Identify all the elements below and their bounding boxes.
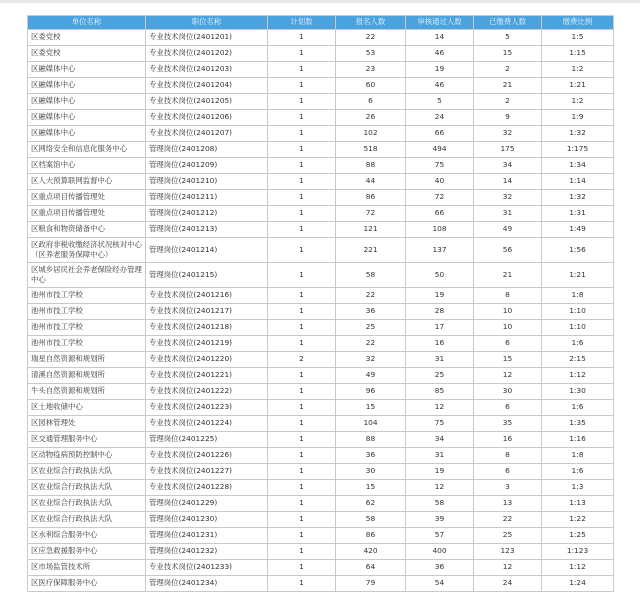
- paid-count-cell: 2: [474, 94, 542, 110]
- department-cell: 区档案馆中心: [28, 158, 146, 174]
- header-plan: 计划数: [268, 16, 336, 30]
- department-cell: 池州市技工学校: [28, 304, 146, 320]
- paid-count-cell: 8: [474, 448, 542, 464]
- applicant-count-cell: 58: [336, 512, 406, 528]
- approved-count-cell: 75: [406, 158, 474, 174]
- approved-count-cell: 12: [406, 400, 474, 416]
- position-cell: 管理岗位(2401232): [146, 544, 268, 560]
- approved-count-cell: 28: [406, 304, 474, 320]
- plan-count-cell: 1: [268, 512, 336, 528]
- ratio-cell: 1:2: [542, 62, 614, 78]
- applicant-count-cell: 60: [336, 78, 406, 94]
- paid-count-cell: 21: [474, 263, 542, 288]
- applicant-count-cell: 6: [336, 94, 406, 110]
- header-position: 职位名称: [146, 16, 268, 30]
- department-cell: 区农业综合行政执法大队: [28, 512, 146, 528]
- department-cell: 区融媒体中心: [28, 62, 146, 78]
- table-row: [28, 158, 614, 174]
- ratio-cell: 1:21: [542, 78, 614, 94]
- department-cell: 区园林管理处: [28, 416, 146, 432]
- applicant-count-cell: 221: [336, 238, 406, 263]
- paid-count-cell: 8: [474, 288, 542, 304]
- plan-count-cell: 1: [268, 110, 336, 126]
- applicant-count-cell: 518: [336, 142, 406, 158]
- department-cell: 区政府非税收缴经济状况核对中心（区养老服务保障中心）: [28, 238, 146, 263]
- table-row: [28, 512, 614, 528]
- paid-count-cell: 15: [474, 352, 542, 368]
- table-row: [28, 222, 614, 238]
- department-cell: 池州市技工学校: [28, 336, 146, 352]
- position-cell: 管理岗位(2401209): [146, 158, 268, 174]
- paid-count-cell: 30: [474, 384, 542, 400]
- applicant-count-cell: 53: [336, 46, 406, 62]
- table-row: [28, 352, 614, 368]
- approved-count-cell: 19: [406, 464, 474, 480]
- plan-count-cell: 1: [268, 190, 336, 206]
- applicant-count-cell: 22: [336, 30, 406, 46]
- ratio-cell: 1:8: [542, 288, 614, 304]
- department-cell: 区重点项目传播管理处: [28, 206, 146, 222]
- department-cell: 区应急救援服务中心: [28, 544, 146, 560]
- position-cell: 管理岗位(2401211): [146, 190, 268, 206]
- table-row: [28, 288, 614, 304]
- plan-count-cell: 1: [268, 158, 336, 174]
- plan-count-cell: 1: [268, 480, 336, 496]
- plan-count-cell: 1: [268, 238, 336, 263]
- table-row: [28, 142, 614, 158]
- plan-count-cell: 1: [268, 464, 336, 480]
- paid-count-cell: 13: [474, 496, 542, 512]
- table-row: [28, 384, 614, 400]
- position-cell: 专业技术岗位(2401216): [146, 288, 268, 304]
- position-cell: 管理岗位(2401210): [146, 174, 268, 190]
- plan-count-cell: 1: [268, 142, 336, 158]
- paid-count-cell: 12: [474, 560, 542, 576]
- paid-count-cell: 22: [474, 512, 542, 528]
- table-row: [28, 544, 614, 560]
- table-row: [28, 560, 614, 576]
- ratio-cell: 1:6: [542, 464, 614, 480]
- position-cell: 专业技术岗位(2401221): [146, 368, 268, 384]
- department-cell: 区农业综合行政执法大队: [28, 464, 146, 480]
- approved-count-cell: 85: [406, 384, 474, 400]
- table-header-row: [28, 16, 614, 30]
- paid-count-cell: 21: [474, 78, 542, 94]
- ratio-cell: 1:10: [542, 320, 614, 336]
- table-row: [28, 94, 614, 110]
- ratio-cell: 1:15: [542, 46, 614, 62]
- applicant-count-cell: 22: [336, 336, 406, 352]
- paid-count-cell: 123: [474, 544, 542, 560]
- plan-count-cell: 1: [268, 304, 336, 320]
- position-cell: 专业技术岗位(2401205): [146, 94, 268, 110]
- applicant-count-cell: 420: [336, 544, 406, 560]
- applicant-count-cell: 102: [336, 126, 406, 142]
- paid-count-cell: 56: [474, 238, 542, 263]
- applicant-count-cell: 62: [336, 496, 406, 512]
- table-row: [28, 576, 614, 592]
- ratio-cell: 1:6: [542, 336, 614, 352]
- paid-count-cell: 12: [474, 368, 542, 384]
- position-cell: 管理岗位(2401231): [146, 528, 268, 544]
- applicant-count-cell: 26: [336, 110, 406, 126]
- ratio-cell: 1:3: [542, 480, 614, 496]
- position-cell: 管理岗位(2401212): [146, 206, 268, 222]
- paid-count-cell: 16: [474, 432, 542, 448]
- table-row: [28, 480, 614, 496]
- position-cell: 专业技术岗位(2401224): [146, 416, 268, 432]
- plan-count-cell: 1: [268, 30, 336, 46]
- paid-count-cell: 10: [474, 320, 542, 336]
- department-cell: 区动物疫病预防控制中心: [28, 448, 146, 464]
- paid-count-cell: 32: [474, 126, 542, 142]
- position-cell: 专业技术岗位(2401227): [146, 464, 268, 480]
- position-cell: 管理岗位(2401225): [146, 432, 268, 448]
- ratio-cell: 1:49: [542, 222, 614, 238]
- ratio-cell: 1:34: [542, 158, 614, 174]
- department-cell: 区市场监管技术所: [28, 560, 146, 576]
- table-row: [28, 368, 614, 384]
- plan-count-cell: 1: [268, 528, 336, 544]
- ratio-cell: 1:25: [542, 528, 614, 544]
- ratio-cell: 1:56: [542, 238, 614, 263]
- ratio-cell: 1:35: [542, 416, 614, 432]
- table-row: [28, 263, 614, 288]
- position-cell: 专业技术岗位(2401223): [146, 400, 268, 416]
- applicant-count-cell: 32: [336, 352, 406, 368]
- position-cell: 专业技术岗位(2401233): [146, 560, 268, 576]
- applicant-count-cell: 72: [336, 206, 406, 222]
- paid-count-cell: 14: [474, 174, 542, 190]
- plan-count-cell: 1: [268, 46, 336, 62]
- applicant-count-cell: 30: [336, 464, 406, 480]
- applicant-count-cell: 15: [336, 400, 406, 416]
- ratio-cell: 1:31: [542, 206, 614, 222]
- plan-count-cell: 1: [268, 62, 336, 78]
- paid-count-cell: 175: [474, 142, 542, 158]
- approved-count-cell: 137: [406, 238, 474, 263]
- paid-count-cell: 6: [474, 464, 542, 480]
- department-cell: 区融媒体中心: [28, 78, 146, 94]
- ratio-cell: 1:32: [542, 126, 614, 142]
- ratio-cell: 1:12: [542, 560, 614, 576]
- applicant-count-cell: 15: [336, 480, 406, 496]
- plan-count-cell: 1: [268, 174, 336, 190]
- approved-count-cell: 31: [406, 352, 474, 368]
- paid-count-cell: 34: [474, 158, 542, 174]
- table-row: [28, 528, 614, 544]
- ratio-cell: 1:6: [542, 400, 614, 416]
- department-cell: 区融媒体中心: [28, 126, 146, 142]
- paid-count-cell: 10: [474, 304, 542, 320]
- approved-count-cell: 31: [406, 448, 474, 464]
- position-cell: 管理岗位(2401214): [146, 238, 268, 263]
- applicant-count-cell: 22: [336, 288, 406, 304]
- table-row: [28, 448, 614, 464]
- header-applicants: 报名人数: [336, 16, 406, 30]
- paid-count-cell: 5: [474, 30, 542, 46]
- paid-count-cell: 6: [474, 336, 542, 352]
- table-row: [28, 416, 614, 432]
- applicant-count-cell: 104: [336, 416, 406, 432]
- applicant-count-cell: 49: [336, 368, 406, 384]
- table-row: [28, 464, 614, 480]
- position-cell: 管理岗位(2401213): [146, 222, 268, 238]
- approved-count-cell: 75: [406, 416, 474, 432]
- paid-count-cell: 32: [474, 190, 542, 206]
- plan-count-cell: 1: [268, 416, 336, 432]
- plan-count-cell: 1: [268, 222, 336, 238]
- plan-count-cell: 1: [268, 544, 336, 560]
- approved-count-cell: 19: [406, 288, 474, 304]
- approved-count-cell: 54: [406, 576, 474, 592]
- ratio-cell: 1:12: [542, 368, 614, 384]
- table-row: [28, 46, 614, 62]
- position-cell: 专业技术岗位(2401228): [146, 480, 268, 496]
- ratio-cell: 1:10: [542, 304, 614, 320]
- plan-count-cell: 1: [268, 206, 336, 222]
- department-cell: 池州市技工学校: [28, 288, 146, 304]
- table-row: [28, 496, 614, 512]
- header-approved: 审核通过人数: [406, 16, 474, 30]
- position-cell: 专业技术岗位(2401226): [146, 448, 268, 464]
- department-cell: 区融媒体中心: [28, 94, 146, 110]
- approved-count-cell: 66: [406, 206, 474, 222]
- applicant-count-cell: 86: [336, 528, 406, 544]
- paid-count-cell: 2: [474, 62, 542, 78]
- department-cell: 区人大预算联网监督中心: [28, 174, 146, 190]
- plan-count-cell: 1: [268, 126, 336, 142]
- department-cell: 瑞星自然资源和规划所: [28, 352, 146, 368]
- applicant-count-cell: 88: [336, 158, 406, 174]
- approved-count-cell: 50: [406, 263, 474, 288]
- department-cell: 区委党校: [28, 30, 146, 46]
- applicant-count-cell: 25: [336, 320, 406, 336]
- applicant-count-cell: 79: [336, 576, 406, 592]
- approved-count-cell: 17: [406, 320, 474, 336]
- department-cell: 区医疗保障服务中心: [28, 576, 146, 592]
- department-cell: 区网络安全和信息化服务中心: [28, 142, 146, 158]
- department-cell: 区融媒体中心: [28, 110, 146, 126]
- applicant-count-cell: 36: [336, 448, 406, 464]
- table-row: [28, 30, 614, 46]
- approved-count-cell: 72: [406, 190, 474, 206]
- plan-count-cell: 1: [268, 288, 336, 304]
- approved-count-cell: 12: [406, 480, 474, 496]
- plan-count-cell: 1: [268, 400, 336, 416]
- plan-count-cell: 1: [268, 496, 336, 512]
- position-cell: 专业技术岗位(2401220): [146, 352, 268, 368]
- approved-count-cell: 108: [406, 222, 474, 238]
- department-cell: 牛头自然资源和规划所: [28, 384, 146, 400]
- plan-count-cell: 2: [268, 352, 336, 368]
- applicant-count-cell: 44: [336, 174, 406, 190]
- table-row: [28, 126, 614, 142]
- table-body: [28, 30, 614, 592]
- approved-count-cell: 25: [406, 368, 474, 384]
- approved-count-cell: 46: [406, 46, 474, 62]
- approved-count-cell: 494: [406, 142, 474, 158]
- department-cell: 池州市技工学校: [28, 320, 146, 336]
- applicant-count-cell: 96: [336, 384, 406, 400]
- position-cell: 专业技术岗位(2401201): [146, 30, 268, 46]
- department-cell: 区农业综合行政执法大队: [28, 496, 146, 512]
- ratio-cell: 1:5: [542, 30, 614, 46]
- plan-count-cell: 1: [268, 368, 336, 384]
- applicant-count-cell: 86: [336, 190, 406, 206]
- department-cell: 区农业综合行政执法大队: [28, 480, 146, 496]
- applicant-count-cell: 58: [336, 263, 406, 288]
- approved-count-cell: 66: [406, 126, 474, 142]
- ratio-cell: 1:30: [542, 384, 614, 400]
- ratio-cell: 1:175: [542, 142, 614, 158]
- table-row: [28, 304, 614, 320]
- position-cell: 管理岗位(2401208): [146, 142, 268, 158]
- position-cell: 管理岗位(2401230): [146, 512, 268, 528]
- approved-count-cell: 46: [406, 78, 474, 94]
- approved-count-cell: 16: [406, 336, 474, 352]
- table-row: [28, 336, 614, 352]
- paid-count-cell: 9: [474, 110, 542, 126]
- ratio-cell: 1:16: [542, 432, 614, 448]
- ratio-cell: 1:22: [542, 512, 614, 528]
- paid-count-cell: 35: [474, 416, 542, 432]
- position-cell: 专业技术岗位(2401206): [146, 110, 268, 126]
- paid-count-cell: 6: [474, 400, 542, 416]
- header-ratio: 缴费比例: [542, 16, 614, 30]
- position-cell: 专业技术岗位(2401222): [146, 384, 268, 400]
- department-cell: 区城乡居民社会养老保险经办管理中心: [28, 263, 146, 288]
- position-cell: 管理岗位(2401234): [146, 576, 268, 592]
- approved-count-cell: 36: [406, 560, 474, 576]
- ratio-cell: 2:15: [542, 352, 614, 368]
- plan-count-cell: 1: [268, 576, 336, 592]
- table-row: [28, 190, 614, 206]
- plan-count-cell: 1: [268, 320, 336, 336]
- position-cell: 专业技术岗位(2401207): [146, 126, 268, 142]
- plan-count-cell: 1: [268, 384, 336, 400]
- approved-count-cell: 24: [406, 110, 474, 126]
- ratio-cell: 1:9: [542, 110, 614, 126]
- approved-count-cell: 39: [406, 512, 474, 528]
- table-row: [28, 400, 614, 416]
- department-cell: 区粮食和物资储备中心: [28, 222, 146, 238]
- position-cell: 管理岗位(2401229): [146, 496, 268, 512]
- department-cell: 清溪自然资源和规划所: [28, 368, 146, 384]
- approved-count-cell: 57: [406, 528, 474, 544]
- approved-count-cell: 5: [406, 94, 474, 110]
- recruitment-table: [27, 15, 614, 592]
- position-cell: 专业技术岗位(2401203): [146, 62, 268, 78]
- header-paid: 已缴费人数: [474, 16, 542, 30]
- applicant-count-cell: 36: [336, 304, 406, 320]
- table-row: [28, 110, 614, 126]
- plan-count-cell: 1: [268, 263, 336, 288]
- approved-count-cell: 58: [406, 496, 474, 512]
- table-row: [28, 62, 614, 78]
- position-cell: 专业技术岗位(2401204): [146, 78, 268, 94]
- department-cell: 区水利综合服务中心: [28, 528, 146, 544]
- plan-count-cell: 1: [268, 336, 336, 352]
- ratio-cell: 1:21: [542, 263, 614, 288]
- plan-count-cell: 1: [268, 560, 336, 576]
- approved-count-cell: 14: [406, 30, 474, 46]
- department-cell: 区交通管理服务中心: [28, 432, 146, 448]
- department-cell: 区委党校: [28, 46, 146, 62]
- table-row: [28, 320, 614, 336]
- approved-count-cell: 40: [406, 174, 474, 190]
- ratio-cell: 1:14: [542, 174, 614, 190]
- position-cell: 专业技术岗位(2401218): [146, 320, 268, 336]
- applicant-count-cell: 121: [336, 222, 406, 238]
- plan-count-cell: 1: [268, 78, 336, 94]
- department-cell: 区重点项目传播管理处: [28, 190, 146, 206]
- paid-count-cell: 3: [474, 480, 542, 496]
- position-cell: 专业技术岗位(2401202): [146, 46, 268, 62]
- ratio-cell: 1:24: [542, 576, 614, 592]
- plan-count-cell: 1: [268, 448, 336, 464]
- ratio-cell: 1:13: [542, 496, 614, 512]
- plan-count-cell: 1: [268, 94, 336, 110]
- ratio-cell: 1:8: [542, 448, 614, 464]
- approved-count-cell: 400: [406, 544, 474, 560]
- applicant-count-cell: 88: [336, 432, 406, 448]
- table-row: [28, 238, 614, 263]
- table-row: [28, 432, 614, 448]
- paid-count-cell: 49: [474, 222, 542, 238]
- table-row: [28, 206, 614, 222]
- position-cell: 专业技术岗位(2401219): [146, 336, 268, 352]
- paid-count-cell: 25: [474, 528, 542, 544]
- applicant-count-cell: 23: [336, 62, 406, 78]
- position-cell: 专业技术岗位(2401217): [146, 304, 268, 320]
- approved-count-cell: 34: [406, 432, 474, 448]
- ratio-cell: 1:123: [542, 544, 614, 560]
- table-row: [28, 78, 614, 94]
- applicant-count-cell: 64: [336, 560, 406, 576]
- ratio-cell: 1:32: [542, 190, 614, 206]
- ratio-cell: 1:2: [542, 94, 614, 110]
- plan-count-cell: 1: [268, 432, 336, 448]
- paid-count-cell: 31: [474, 206, 542, 222]
- header-department: 单位名称: [28, 16, 146, 30]
- top-rule: [0, 0, 640, 3]
- paid-count-cell: 15: [474, 46, 542, 62]
- department-cell: 区土地收储中心: [28, 400, 146, 416]
- table-row: [28, 174, 614, 190]
- paid-count-cell: 24: [474, 576, 542, 592]
- approved-count-cell: 19: [406, 62, 474, 78]
- position-cell: 管理岗位(2401215): [146, 263, 268, 288]
